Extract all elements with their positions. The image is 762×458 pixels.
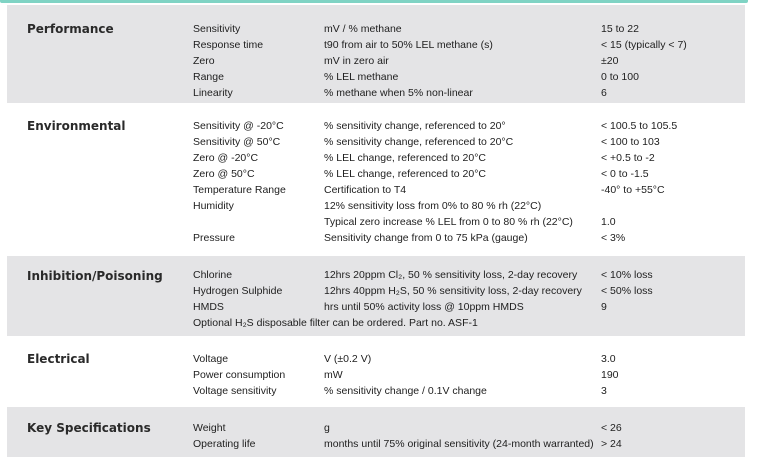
parameter-label: Temperature Range (193, 184, 286, 196)
spec-row (7, 37, 745, 53)
filter-note: Optional H₂S disposable filter can be ordered. Part no. ASF-1 (193, 317, 478, 329)
parameter-label: Chlorine (193, 269, 233, 281)
parameter-label: Sensitivity @ 50°C (193, 136, 281, 148)
parameter-label: HMDS (193, 301, 224, 313)
parameter-label: Power consumption (193, 369, 286, 381)
top-accent-line (0, 0, 748, 3)
parameter-label: Voltage (193, 353, 229, 365)
condition-text: 12hrs 40ppm H₂S, 50 % sensitivity loss, 2-day recovery (324, 285, 582, 297)
parameter-label: Range (193, 71, 224, 83)
spec-row (7, 134, 745, 150)
section-title: Inhibition/Poisoning (27, 269, 163, 283)
condition-text: mV in zero air (324, 55, 389, 67)
spec-row (7, 351, 745, 367)
spec-row (7, 267, 745, 283)
spec-row (7, 118, 745, 134)
spec-row (7, 299, 745, 315)
spec-row (7, 166, 745, 182)
section-title: Environmental (27, 119, 126, 133)
value-text: < 50% loss (601, 285, 653, 297)
parameter-label: Humidity (193, 200, 234, 212)
condition-text: Sensitivity change from 0 to 75 kPa (gauge) (324, 232, 528, 244)
value-text: -40° to +55°C (601, 184, 665, 196)
parameter-label: Pressure (193, 232, 236, 244)
condition-text: 12% sensitivity loss from 0% to 80 % rh (22°C) (324, 200, 542, 212)
value-text: ±20 (601, 55, 619, 67)
spec-row (7, 21, 745, 37)
condition-text: % LEL change, referenced to 20°C (324, 152, 486, 164)
condition-text: mV / % methane (324, 23, 402, 35)
spec-row (7, 383, 745, 399)
condition-text: t90 from air to 50% LEL methane (s) (324, 39, 493, 51)
parameter-label: Sensitivity @ -20°C (193, 120, 284, 132)
condition-text: Typical zero increase % LEL from 0 to 80 % rh (22°C) (324, 216, 573, 228)
value-text: 3.0 (601, 353, 616, 365)
condition-text: V (±0.2 V) (324, 353, 372, 365)
condition-text: Certification to T4 (324, 184, 407, 196)
condition-text: % LEL methane (324, 71, 399, 83)
section-performance (7, 5, 745, 103)
spec-row (7, 436, 745, 452)
section-key-specifications (7, 407, 745, 457)
spec-row (7, 230, 745, 246)
spec-row (7, 69, 745, 85)
value-text: 1.0 (601, 216, 616, 228)
spec-row (7, 198, 745, 214)
parameter-label: Voltage sensitivity (193, 385, 277, 397)
value-text: < 15 (typically < 7) (601, 39, 687, 51)
parameter-label: Sensitivity (193, 23, 241, 35)
parameter-label: Zero (193, 55, 215, 67)
condition-text: % sensitivity change, referenced to 20°C (324, 136, 514, 148)
section-title: Key Specifications (27, 421, 151, 435)
value-text: < 100.5 to 105.5 (601, 120, 678, 132)
value-text: 3 (601, 385, 607, 397)
parameter-label: Zero @ 50°C (193, 168, 255, 180)
value-text: < 100 to 103 (601, 136, 660, 148)
condition-text: months until 75% original sensitivity (24-month warranted) (324, 438, 594, 450)
parameter-label: Hydrogen Sulphide (193, 285, 283, 297)
parameter-label: Operating life (193, 438, 256, 450)
spec-row (7, 420, 745, 436)
condition-text: % LEL change, referenced to 20°C (324, 168, 486, 180)
spec-row (7, 283, 745, 299)
parameter-label: Zero @ -20°C (193, 152, 259, 164)
spec-row (7, 182, 745, 198)
value-text: < 3% (601, 232, 626, 244)
parameter-label: Response time (193, 39, 264, 51)
spec-row (7, 53, 745, 69)
condition-text: 12hrs 20ppm Cl₂, 50 % sensitivity loss, 2-day recovery (324, 269, 578, 281)
value-text: 6 (601, 87, 607, 99)
condition-text: g (324, 422, 330, 434)
condition-text: mW (324, 369, 343, 381)
parameter-label: Weight (193, 422, 226, 434)
value-text: < 10% loss (601, 269, 653, 281)
spec-row (7, 150, 745, 166)
condition-text: hrs until 50% activity loss @ 10ppm HMDS (324, 301, 524, 313)
value-text: < +0.5 to -2 (601, 152, 655, 164)
section-environmental (7, 103, 745, 256)
value-text: 15 to 22 (601, 23, 639, 35)
spec-row (7, 85, 745, 101)
section-electrical (7, 336, 745, 407)
value-text: 190 (601, 369, 619, 381)
value-text: < 0 to -1.5 (601, 168, 649, 180)
condition-text: % methane when 5% non-linear (324, 87, 473, 99)
value-text: < 26 (601, 422, 622, 434)
spec-row (7, 214, 745, 230)
value-text: 9 (601, 301, 607, 313)
condition-text: % sensitivity change, referenced to 20° (324, 120, 506, 132)
section-title: Performance (27, 22, 114, 36)
condition-text: % sensitivity change / 0.1V change (324, 385, 487, 397)
parameter-label: Linearity (193, 87, 233, 99)
value-text: > 24 (601, 438, 622, 450)
section-inhibition-poisoning (7, 256, 745, 336)
value-text: 0 to 100 (601, 71, 639, 83)
spec-row (7, 367, 745, 383)
section-title: Electrical (27, 352, 90, 366)
